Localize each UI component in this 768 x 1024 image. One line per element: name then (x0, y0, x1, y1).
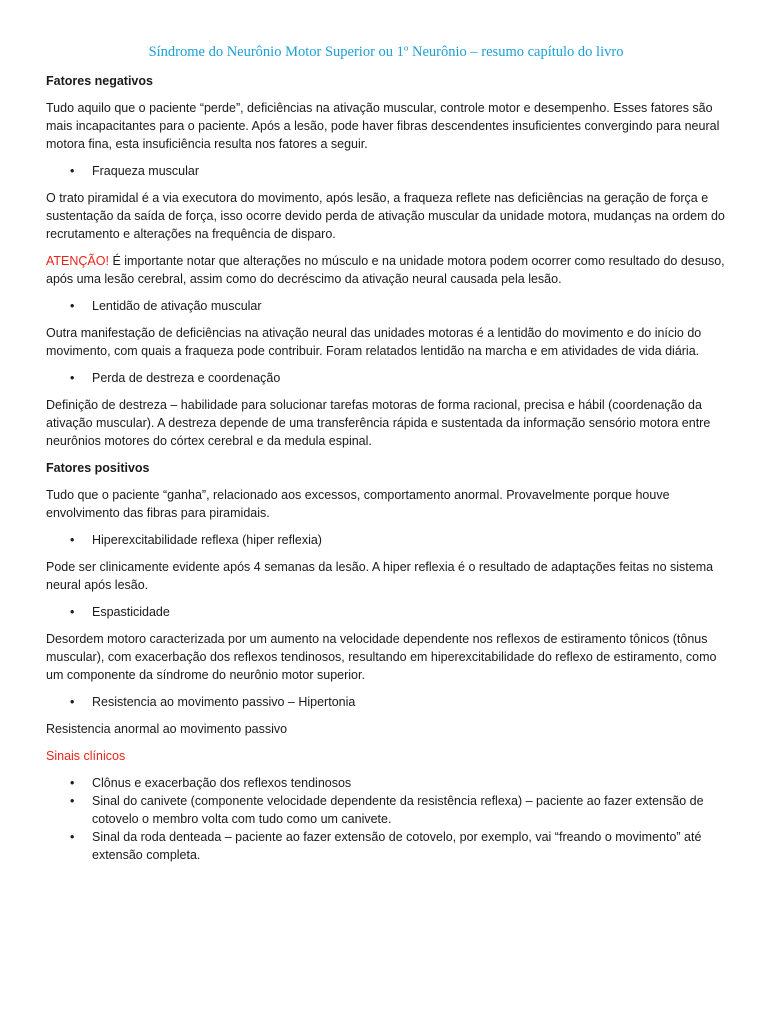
list-item: • Lentidão de ativação muscular (46, 297, 726, 315)
document-title: Síndrome do Neurônio Motor Superior ou 1º Neurônio – resumo capítulo do livro (148, 44, 624, 60)
list-item: • Resistencia ao movimento passivo – Hipertonia (46, 693, 726, 711)
list-item: • Clônus e exacerbação dos reflexos tendinosos (46, 774, 726, 792)
positives-paragraph-2: Desordem motoro caracterizada por um aumento na velocidade dependente nos reflexos de estiramento tônicos (tônus muscular), com exacerbação dos reflexos tendinosos, resultando em hiperexcitabilidade do reflexo de estiramento, como um componente da síndrome do neurônio motor superior. (46, 632, 717, 682)
list-item: • Sinal da roda denteada – paciente ao fazer extensão de cotovelo, por exemplo, vai “freando o movimento” até extensão completa. (46, 828, 726, 864)
positives-bullet-list-3 (46, 693, 726, 711)
list-item: • Sinal do canivete (componente velocidade dependente da resistência reflexa) – paciente ao fazer extensão de cotovelo o membro volta com tudo como um canivete. (46, 792, 726, 828)
negatives-heading: Fatores negativos (46, 74, 153, 88)
document-page (46, 42, 726, 873)
positives-paragraph-1: Pode ser clinicamente evidente após 4 semanas da lesão. A hiper reflexia é o resultado de adaptações feitas no sistema neural após lesão. (46, 560, 714, 592)
positives-bullet-list-1 (46, 531, 726, 549)
positives-bullet-list-2 (46, 603, 726, 621)
list-item: • Espasticidade (46, 603, 726, 621)
list-item: • Fraqueza muscular (46, 162, 726, 180)
clinical-signs-list (46, 774, 726, 864)
negatives-paragraph-3: Definição de destreza – habilidade para solucionar tarefas motoras de forma racional, precisa e hábil (coordenação da ativação muscular). A destreza depende de uma transferência rápida e sustentada da informação sensório motora entre neurônios motores do córtex cerebral e da medula espinal. (46, 398, 711, 448)
negatives-bullet-list-1 (46, 162, 726, 180)
positives-paragraph-3: Resistencia anormal ao movimento passivo (46, 722, 288, 736)
positives-heading: Fatores positivos (46, 461, 150, 475)
negatives-intro: Tudo aquilo que o paciente “perde”, deficiências na ativação muscular, controle motor e desempenho. Esses fatores são mais incapacitantes para o paciente. Após a lesão, pode haver fibras descendentes insuficientes convergindo para neural motora fina, esta insuficiência resulta nos fatores a seguir. (46, 101, 720, 151)
attention-label: ATENÇÃO! (46, 254, 109, 268)
attention-paragraph (46, 252, 726, 288)
attention-text: É importante notar que alterações no músculo e na unidade motora podem ocorrer como resultado do desuso, após uma lesão cerebral, assim como do decréscimo da ativação neural causada pela lesão. (46, 254, 725, 286)
clinical-signs-heading: Sinais clínicos (46, 749, 126, 763)
negatives-bullet-list-2 (46, 297, 726, 315)
negatives-paragraph-1: O trato piramidal é a via executora do movimento, após lesão, a fraqueza reflete nas deficiências na geração de força e sustentação da saída de força, isso ocorre devido perda de ativação muscular da unidade motora, mudanças na ordem do recrutamento e alterações na frequência de disparo. (46, 191, 725, 241)
negatives-paragraph-2: Outra manifestação de deficiências na ativação neural das unidades motoras é a lentidão do movimento e do início do movimento, com quais a fraqueza pode contribuir. Foram relatados lentidão na marcha e em atividades de vida diária. (46, 326, 702, 358)
positives-intro: Tudo que o paciente “ganha”, relacionado aos excessos, comportamento anormal. Provavelmente porque houve envolvimento das fibras para piramidais. (46, 488, 670, 520)
list-item: • Perda de destreza e coordenação (46, 369, 726, 387)
negatives-bullet-list-3 (46, 369, 726, 387)
list-item: • Hiperexcitabilidade reflexa (hiper reflexia) (46, 531, 726, 549)
